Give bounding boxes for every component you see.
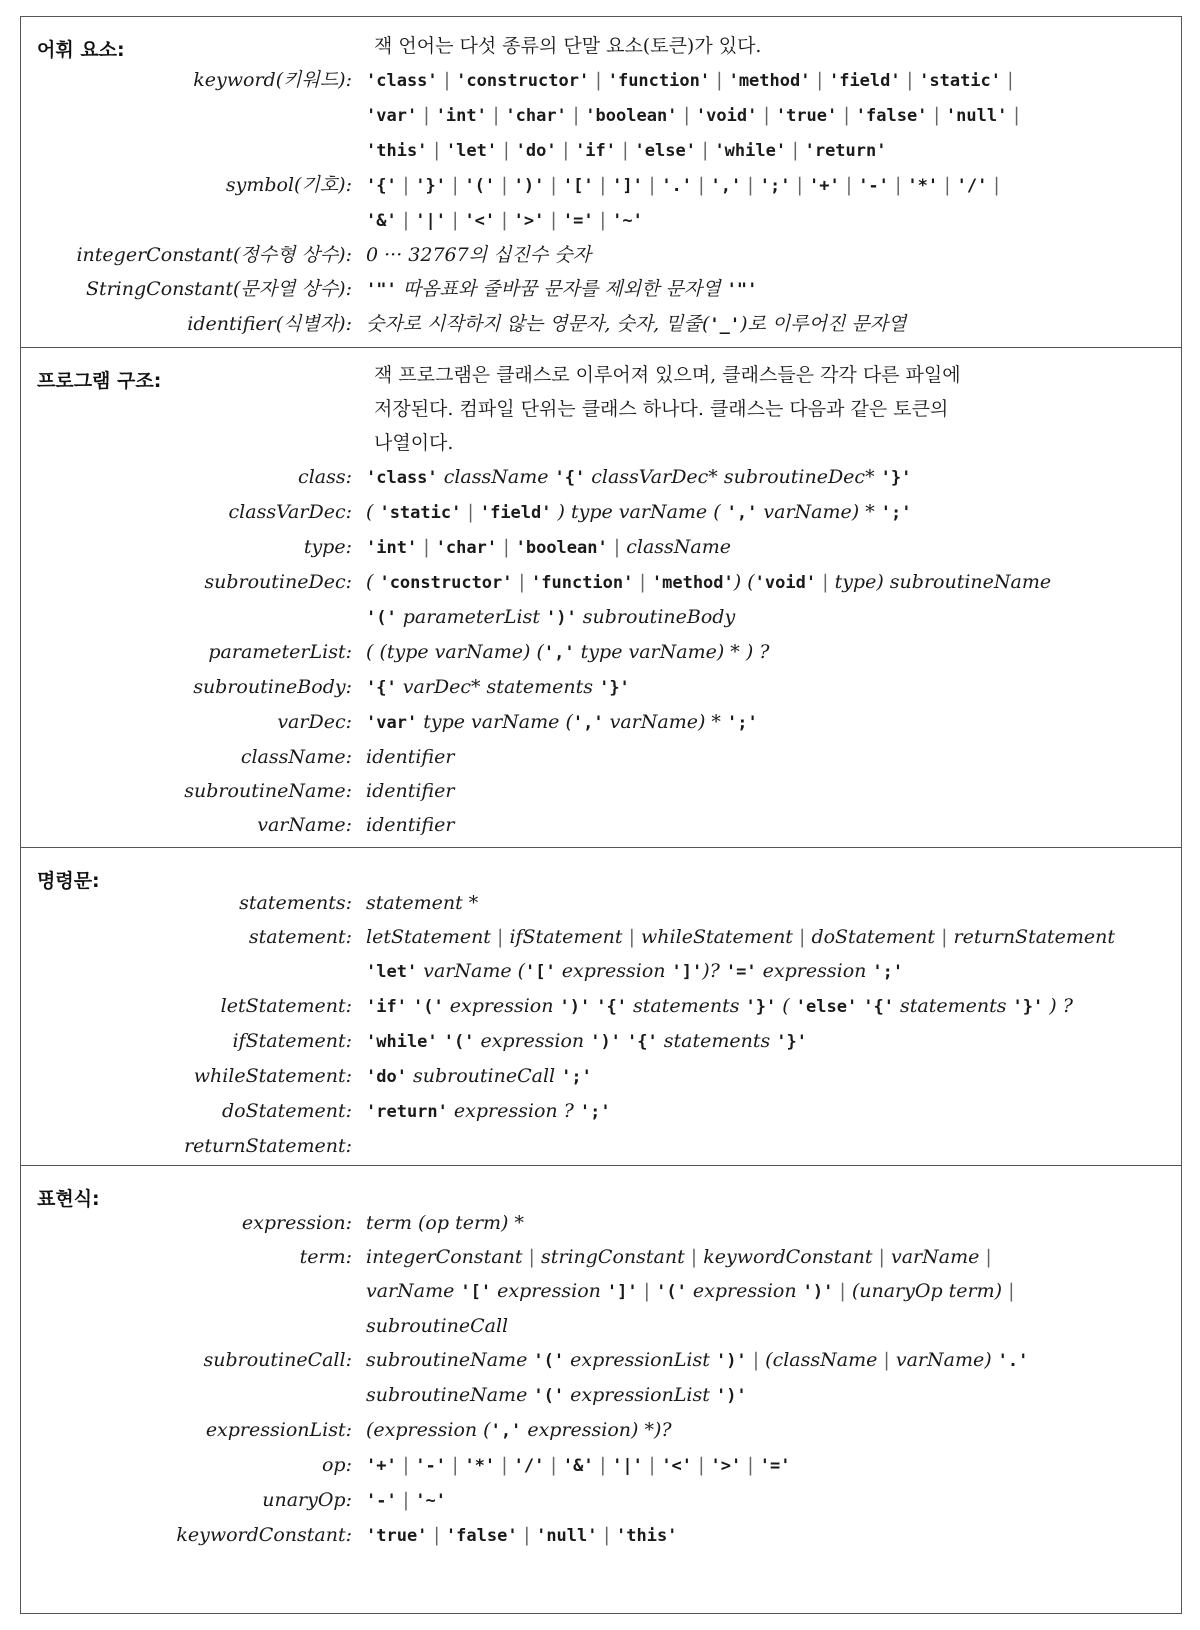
section-title: 명령문: bbox=[37, 870, 100, 892]
grammar-rule bbox=[21, 168, 1181, 238]
rule-line: 'true' | 'false' | 'null' | 'this' bbox=[366, 1524, 678, 1546]
rule-line: ( 'static' | 'field' ) type varName ( ',' varName) * ';' bbox=[366, 501, 912, 523]
rule-line: '-' | '~' bbox=[366, 1489, 446, 1511]
grammar-rule bbox=[21, 495, 1181, 530]
grammar-rule bbox=[21, 460, 1181, 495]
section-intro bbox=[21, 29, 1181, 63]
rule-label: ifStatement: bbox=[232, 1030, 352, 1052]
rule-label: unaryOp: bbox=[262, 1489, 352, 1511]
rule-label: whileStatement: bbox=[193, 1065, 352, 1087]
rule-line: subroutineName '(' expressionList ')' | (className | varName) '.' bbox=[366, 1349, 1029, 1371]
grammar-rule bbox=[21, 1483, 1181, 1518]
grammar-rule bbox=[21, 238, 1181, 272]
rule-label: type: bbox=[303, 536, 352, 558]
rule-line: ( (type varName) (',' type varName) * ) ? bbox=[366, 641, 770, 663]
grammar-rule bbox=[21, 1413, 1181, 1448]
rule-line: '{' | '}' | '(' | ')' | '[' | ']' | '.' | ',' | ';' | '+' | '-' | '*' | '/' | bbox=[366, 174, 1000, 196]
rule-line: 'class' | 'constructor' | 'function' | 'method' | 'field' | 'static' | bbox=[366, 69, 1014, 91]
rule-label: subroutineBody: bbox=[193, 676, 352, 698]
rule-line: 'return' expression ? ';' bbox=[366, 1100, 611, 1122]
expressions-section bbox=[21, 1165, 1181, 1615]
rule-line: 'var' type varName (',' varName) * ';' bbox=[366, 711, 758, 733]
rule-line: 'this' | 'let' | 'do' | 'if' | 'else' | 'while' | 'return' bbox=[366, 139, 887, 161]
section-title: 표현식: bbox=[37, 1188, 100, 1210]
rule-label: symbol(기호): bbox=[225, 174, 352, 196]
rule-line: '&' | '|' | '<' | '>' | '=' | '~' bbox=[366, 209, 643, 231]
grammar-rule bbox=[21, 1206, 1181, 1240]
grammar-rule bbox=[21, 886, 1181, 920]
program-structure-section bbox=[21, 347, 1181, 847]
grammar-rule bbox=[21, 1240, 1181, 1343]
intro-line: 저장된다. 컴파일 단위는 클래스 하나다. 클래스는 다음과 같은 토큰의 bbox=[374, 398, 949, 420]
rule-line: 'do' subroutineCall ';' bbox=[366, 1065, 592, 1087]
intro-line: 잭 프로그램은 클래스로 이루어져 있으며, 클래스들은 각각 다른 파일에 bbox=[374, 364, 961, 386]
rule-label: subroutineDec: bbox=[204, 571, 352, 593]
grammar-rule bbox=[21, 1059, 1181, 1094]
grammar-rule bbox=[21, 1024, 1181, 1059]
rule-label: varDec: bbox=[277, 711, 352, 733]
grammar-rule bbox=[21, 565, 1181, 635]
intro-line: 나열이다. bbox=[374, 432, 454, 454]
rule-line: '(' parameterList ')' subroutineBody bbox=[366, 606, 736, 628]
rule-label: letStatement: bbox=[220, 995, 352, 1017]
rule-label: class: bbox=[298, 466, 352, 488]
grammar-rule bbox=[21, 530, 1181, 565]
rule-label: varName: bbox=[257, 814, 352, 836]
rule-line: (expression (',' expression) *)? bbox=[366, 1419, 672, 1441]
rule-line: 숫자로 시작하지 않는 영문자, 숫자, 밑줄('_')로 이루어진 문자열 bbox=[366, 313, 907, 335]
rule-label: className: bbox=[240, 746, 352, 768]
rule-line: 'class' className '{' classVarDec* subroutineDec* '}' bbox=[366, 466, 912, 488]
section-title: 프로그램 구조: bbox=[37, 370, 162, 392]
grammar-rule bbox=[21, 705, 1181, 740]
rule-line: identifier bbox=[366, 814, 455, 836]
rule-label: subroutineName: bbox=[184, 780, 352, 802]
rule-label: parameterList: bbox=[208, 641, 352, 663]
rule-label: term: bbox=[299, 1246, 352, 1268]
rule-line: subroutineName '(' expressionList ')' bbox=[366, 1384, 747, 1406]
grammar-rule bbox=[21, 1518, 1181, 1553]
intro-line: 잭 언어는 다섯 종류의 단말 요소(토큰)가 있다. bbox=[374, 35, 762, 57]
rule-label: StringConstant(문자열 상수): bbox=[85, 278, 352, 300]
rule-line: '"' 따옴표와 줄바꿈 문자를 제외한 문자열 '"' bbox=[366, 278, 758, 300]
grammar-rule bbox=[21, 272, 1181, 307]
grammar-rule bbox=[21, 1094, 1181, 1129]
grammar-rule bbox=[21, 989, 1181, 1024]
rule-label: keywordConstant: bbox=[176, 1524, 352, 1546]
grammar-rule bbox=[21, 1129, 1181, 1163]
lexical-section bbox=[21, 17, 1181, 347]
rule-label: doStatement: bbox=[222, 1100, 352, 1122]
rule-line: 'var' | 'int' | 'char' | 'boolean' | 'void' | 'true' | 'false' | 'null' | bbox=[366, 104, 1020, 126]
grammar-rule bbox=[21, 740, 1181, 774]
grammar-rule bbox=[21, 635, 1181, 670]
rule-label: returnStatement: bbox=[184, 1135, 352, 1157]
rule-label: keyword(키워드): bbox=[193, 69, 352, 91]
rule-line: 'int' | 'char' | 'boolean' | className bbox=[366, 536, 731, 558]
rule-line: term (op term) * bbox=[366, 1212, 525, 1234]
rule-line: varName '[' expression ']' | '(' expression ')' | (unaryOp term) | bbox=[366, 1280, 1015, 1302]
rule-line: identifier bbox=[366, 780, 455, 802]
rule-label: statements: bbox=[239, 892, 352, 914]
statements-section bbox=[21, 847, 1181, 1165]
rule-line: subroutineCall bbox=[366, 1315, 509, 1337]
rule-label: classVarDec: bbox=[228, 501, 352, 523]
rule-label: expression: bbox=[241, 1212, 352, 1234]
rule-line: ( 'constructor' | 'function' | 'method') ('void' | type) subroutineName bbox=[366, 571, 1052, 593]
grammar-rule bbox=[21, 1343, 1181, 1413]
rule-label: expressionList: bbox=[205, 1419, 352, 1441]
rule-label: statement: bbox=[248, 926, 352, 948]
section-title: 어휘 요소: bbox=[37, 39, 125, 61]
rule-label: identifier(식별자): bbox=[187, 313, 352, 335]
rule-line: statement * bbox=[366, 892, 479, 914]
rule-line: identifier bbox=[366, 746, 455, 768]
section-intro bbox=[21, 358, 1181, 460]
rule-line: 'while' '(' expression ')' '{' statements '}' bbox=[366, 1030, 807, 1052]
grammar-frame bbox=[20, 16, 1182, 1614]
grammar-rule bbox=[21, 920, 1181, 989]
grammar-rule bbox=[21, 670, 1181, 705]
rule-line: '{' varDec* statements '}' bbox=[366, 676, 630, 698]
rule-label: integerConstant(정수형 상수): bbox=[76, 244, 352, 266]
grammar-rule bbox=[21, 307, 1181, 342]
grammar-rule bbox=[21, 808, 1181, 842]
grammar-rule bbox=[21, 774, 1181, 808]
grammar-rule bbox=[21, 1448, 1181, 1483]
rule-line: integerConstant | stringConstant | keywordConstant | varName | bbox=[366, 1246, 992, 1268]
rule-label: subroutineCall: bbox=[203, 1349, 352, 1371]
rule-line: letStatement | ifStatement | whileStatement | doStatement | returnStatement bbox=[366, 926, 1116, 948]
rule-line: 'if' '(' expression ')' '{' statements '}' ( 'else' '{' statements '}' ) ? bbox=[366, 995, 1073, 1017]
rule-line: '+' | '-' | '*' | '/' | '&' | '|' | '<' | '>' | '=' bbox=[366, 1454, 791, 1476]
rule-label: op: bbox=[321, 1454, 352, 1476]
rule-line: 'let' varName ('[' expression ']')? '=' expression ';' bbox=[366, 960, 904, 982]
rule-line: 0 ··· 32767의 십진수 숫자 bbox=[366, 244, 591, 266]
grammar-rule bbox=[21, 63, 1181, 168]
